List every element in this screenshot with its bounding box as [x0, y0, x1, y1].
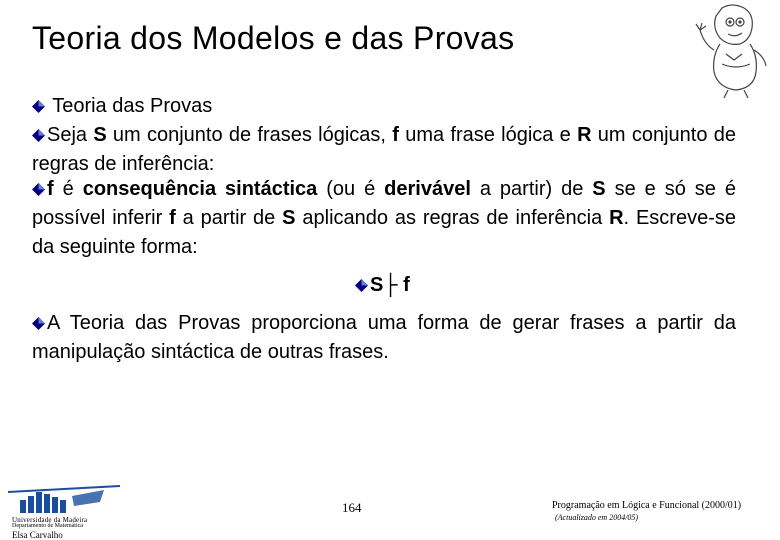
updated-note: (Actualizado em 2004/05): [555, 513, 639, 522]
term-consequencia-sintactica: consequência sintáctica: [82, 178, 318, 200]
text: se e só se é possível inferir: [32, 178, 736, 229]
symbol-S: S: [282, 207, 296, 229]
text: Seja: [47, 124, 94, 146]
term-derivavel: derivável: [384, 178, 471, 200]
bullet-definition-consequence: [32, 175, 736, 262]
slide-title: Teoria dos Modelos e das Provas: [32, 20, 515, 56]
bullet-definition-set: [32, 121, 736, 179]
text: a partir de: [175, 207, 283, 229]
symbol-R: R: [609, 207, 624, 229]
symbol-f: f: [169, 207, 176, 229]
diamond-bullet-icon: [32, 100, 45, 113]
diamond-bullet-icon: [32, 129, 45, 142]
symbol-S: S: [93, 124, 107, 146]
text: (ou é: [317, 178, 385, 200]
derivation-formula: [355, 272, 410, 298]
text: é: [53, 178, 83, 200]
symbol-f: f: [47, 178, 54, 200]
bullet-proof-theory: [32, 309, 736, 367]
symbol-R: R: [577, 124, 592, 146]
cartoon-character-icon: [692, 0, 778, 100]
formula-text: S├ f: [370, 274, 410, 296]
text: a partir) de: [470, 178, 593, 200]
diamond-bullet-icon: [32, 183, 45, 196]
text: uma frase lógica e: [398, 124, 578, 146]
symbol-f: f: [392, 124, 399, 146]
diamond-bullet-icon: [32, 317, 45, 330]
text: um conjunto de frases lógicas,: [106, 124, 393, 146]
symbol-S: S: [592, 178, 606, 200]
heading-text: Teoria das Provas: [47, 95, 213, 117]
university-name: Universidade da Madeira: [12, 516, 88, 524]
author-name: Elsa Carvalho: [12, 530, 63, 540]
text: A Teoria das Provas proporciona uma forma de gerar frases a partir da manipulação sintáctica de outras frases.: [32, 312, 736, 363]
text: aplicando as regras de inferência: [295, 207, 610, 229]
bullet-heading: [32, 92, 736, 121]
page-number: 164: [342, 500, 362, 515]
department-name: Departamento de Matemática: [12, 523, 83, 529]
diamond-bullet-icon: [355, 279, 368, 292]
course-title: Programação em Lógica e Funcional (2000/01): [552, 500, 742, 511]
text: um conjunto de regras de inferência:: [32, 124, 736, 175]
text: . Escreve-se da seguinte forma:: [32, 207, 736, 258]
